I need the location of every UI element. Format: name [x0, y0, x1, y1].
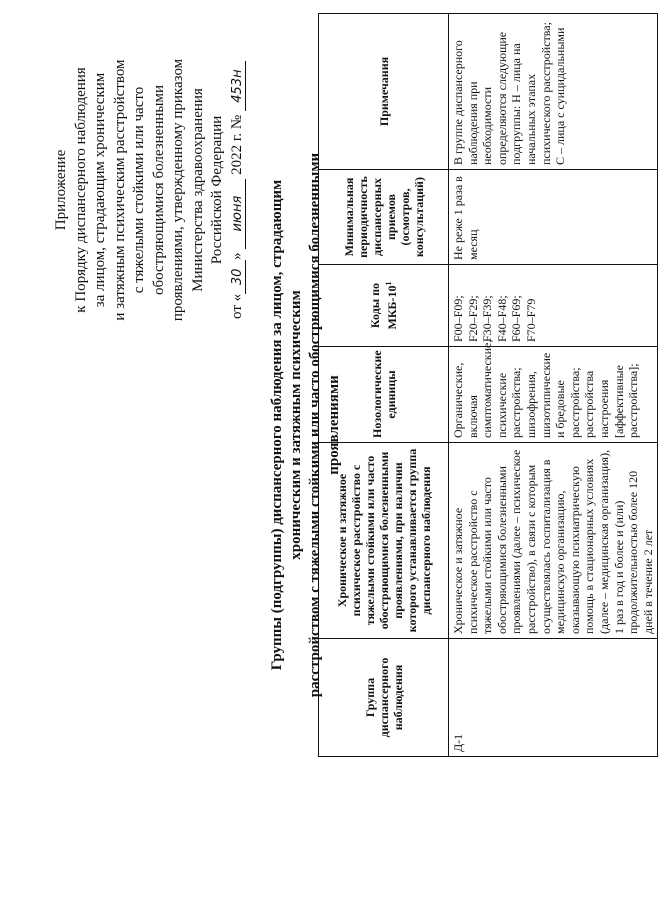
table-header-row [319, 14, 449, 757]
date-prefix: от « [228, 293, 245, 319]
header-notes: Примечания [319, 14, 449, 170]
header-nosology: Нозологические единицы [319, 347, 449, 443]
date-month-handwritten: июня [231, 179, 246, 249]
appendix-line: Министерства здравоохранения [189, 88, 206, 292]
date-day-handwritten: 30 [231, 260, 246, 294]
date-year: 2022 г. № [228, 114, 245, 175]
order-number-handwritten: 453н [231, 61, 246, 111]
cell-codes: F00–F09; F20–F29; F30–F39; F40–F48; F60–F69; F70–F79 [449, 265, 658, 347]
appendix-line: за лицом, страдающим хроническим [92, 72, 108, 308]
header-codes-label: Коды по МКБ-10 [368, 282, 399, 330]
title-line-2: расстройством с тяжелыми стойкими или часто обострющимися болезненными проявлениями [307, 152, 342, 698]
appendix-line: к Порядку диспансерного наблюдения [72, 67, 89, 313]
cell-periodicity: Не реже 1 раза в месяц [449, 170, 658, 265]
appendix-line: Российской Федерации [209, 115, 225, 265]
appendix-line: обостряющимися болезненными [150, 85, 167, 295]
appendix-line: и затяжным психическим расстройством [111, 59, 128, 321]
appendix-line: проявлениями, утвержденному приказом [170, 58, 186, 322]
appendix-block [52, 40, 247, 340]
header-group: Группа диспансерного наблюдения [319, 639, 449, 757]
appendix-line: Приложение [53, 149, 69, 231]
header-disorder: Хроническое и затяжное психическое расстройство с тяжелыми стойкими или часто обостряющимися болезненными проявлениями, при наличии которого устанавливается группа диспансерного наблюдения [319, 443, 449, 639]
cell-disorder: Хроническое и затяжное психическое расстройство с тяжелыми стойкими или часто обостряющимися болезненными проявлениями (далее – психическое расстройство), в связи с которым осуществлялась госпитализация в медицинскую организацию, оказывающую психиатрическую помощь в стационарных условиях (далее – медицинская организация), 1 раз в год и более и (или) продолжительностью более 120 дней в течение 2 лет [449, 443, 658, 639]
header-codes [319, 265, 449, 347]
date-mid: » [228, 252, 245, 260]
cell-notes: В группе диспансерного наблюдения при необходимости определяются следующие подгруппы: Н – лица на начальных этапах психического расстройства; С – лица с суицидальными [449, 14, 658, 170]
groups-table [318, 13, 658, 757]
appendix-line: с тяжелыми стойкими или часто [131, 86, 147, 294]
groups-table-wrapper [318, 14, 655, 757]
order-date-line [228, 40, 248, 340]
header-periodicity: Минимальная периодичность диспансерных приемов (осмотров, консультаций) [319, 170, 449, 265]
cell-group: Д-1 [449, 639, 658, 757]
cell-nosology: Органические, включая симптоматические, психические расстройства; шизофрения, шизотипические и бредовые расстройства; расстройства настроения [аффективные расстройства]; [449, 347, 658, 443]
header-codes-footnote: 1 [384, 281, 393, 286]
table-row [449, 14, 658, 757]
title-line-1: Группы (подгруппы) диспансерного наблюдения за лицом, страдающим хроническим и затяжным психическим [269, 179, 304, 671]
